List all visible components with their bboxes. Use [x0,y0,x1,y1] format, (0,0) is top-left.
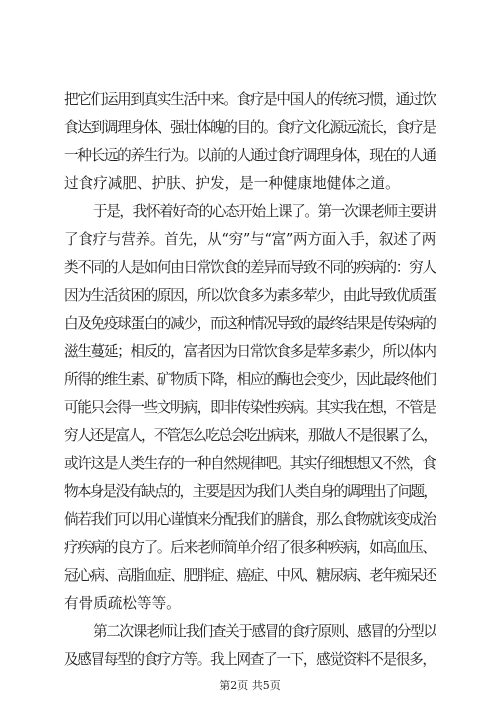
body-text-line: 疗疾病的良方了。后来老师简单介绍了很多种疾病，如高血压、 [64,539,436,556]
body-text-line: 白及免疫球蛋白的减少，而这种情况导致的最终结果是传染病的 [64,315,436,332]
body-text-line: 因为生活贫困的原因，所以饮食多为素多荤少，由此导致优质蛋 [64,287,436,304]
body-text-line: 把它们运用到真实生活中来。食疗是中国人的传统习惯，通过饮 [64,91,436,108]
body-text-line: 穷人还是富人，不管怎么吃总会吃出病来，那做人不是很累了么， [64,427,436,444]
body-text-line: 所得的维生素、矿物质下降，相应的酶也会变少，因此最终他们 [64,371,436,388]
body-text-line: 过食疗减肥、护肤、护发，是一种健康地健体之道。 [64,175,400,192]
body-text-line: 或许这是人类生存的一种自然规律吧。其实仔细想想又不然，食 [64,455,436,472]
body-text-line: 一种长远的养生行为。以前的人通过食疗调理身体，现在的人通 [64,147,436,164]
body-text-line: 了食疗与营养。首先，从“穷”与“富”两方面入手，叙述了两 [64,231,436,248]
body-text-line: 滋生蔓延；相反的，富者因为日常饮食多是荤多素少，所以体内 [64,343,436,360]
body-text-line: 可能只会得一些文明病，即非传染性疾病。其实我在想，不管是 [64,399,436,416]
paragraph-first-line: 第二次课老师让我们查关于感冒的食疗原则、感冒的分型以 [93,623,436,640]
paragraph-first-line: 于是，我怀着好奇的心态开始上课了。第一次课老师主要讲 [93,203,436,220]
body-text-line: 物本身是没有缺点的，主要是因为我们人类自身的调理出了问题， [64,483,436,500]
body-text-line: 冠心病、高脂血症、肥胖症、癌症、中风、糖尿病、老年痴呆还 [64,567,436,584]
body-text-line: 倘若我们可以用心谨慎来分配我们的膳食，那么食物就该变成治 [64,511,436,528]
body-text-line: 食达到调理身体、强壮体魄的目的。食疗文化源远流长，食疗是 [64,119,436,136]
body-text-line: 类不同的人是如何由日常饮食的差异而导致不同的疾病的：穷人 [64,259,436,276]
page-footer: 第2页 共5页 [219,679,281,692]
body-text-line: 有骨质疏松等等。 [64,595,181,612]
body-text-line: 及感冒每型的食疗方等。我上网查了一下，感觉资料不是很多， [64,651,436,668]
